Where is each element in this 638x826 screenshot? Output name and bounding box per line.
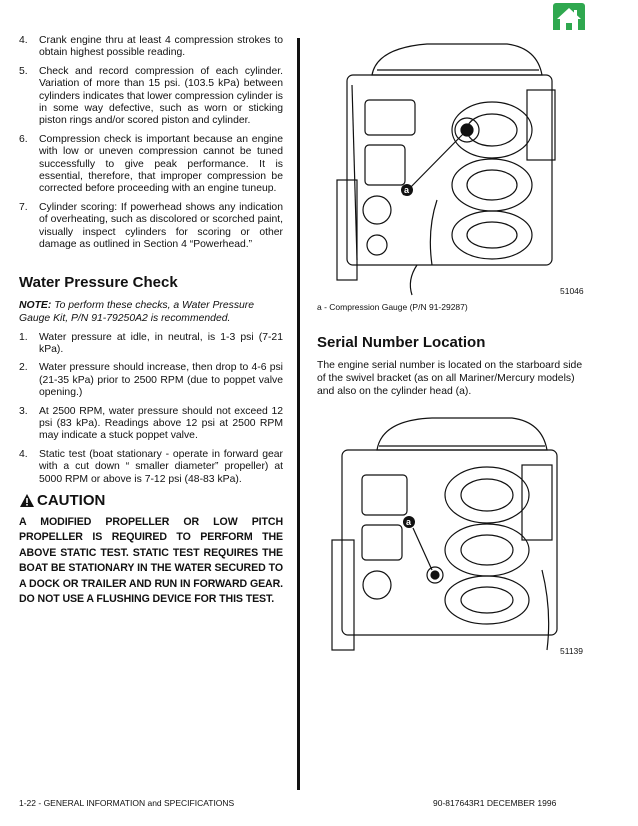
note: NOTE: To perform these checks, a Water Pressure Gauge Kit, P/N 91-79250A2 is recommended.	[19, 299, 255, 324]
figure-number: 51139	[560, 646, 584, 656]
list-item: 7. Cylinder scoring: If powerhead shows any indication of overheating, such as discolored or scorched paint, visually inspect cylinders for scoring or other damage as outlined in Section 4 “Powerhead.”	[19, 201, 283, 251]
figure-number: 51046	[560, 286, 584, 296]
list-item: 1. Water pressure at idle, in neutral, is 1-3 psi (7-21 kPa).	[19, 331, 283, 355]
list-item: 4. Static test (boat stationary - operate in forward gear with a cut down “ smaller diameter” propeller) at 5000 RPM or above is 7-12 psi (48-83 kPa).	[19, 448, 283, 485]
compression-steps	[19, 35, 283, 252]
list-item: 2. Water pressure should increase, then drop to 4-6 psi (21-35 kPa) prior to 2500 RPM (due to poppet valve opening.)	[19, 362, 283, 399]
list-item: 6. Compression check is important because an engine with low or uneven compression cannot be tuned successfully to give peak performance. It is essential, therefore, that improper compression be corrected before proceeding with an engine tuneup.	[19, 133, 283, 195]
water-pressure-steps	[19, 332, 283, 486]
figure-caption: a - Compression Gauge (P/N 91-29287)	[317, 302, 468, 312]
footer-section-title: 1-22 - GENERAL INFORMATION and SPECIFICATIONS	[19, 798, 235, 808]
list-item: 4. Crank engine thru at least 4 compression strokes to obtain highest possible reading.	[19, 35, 283, 59]
figure-callout: a	[404, 185, 410, 195]
serial-number-figure	[317, 410, 587, 665]
caution-text: A MODIFIED PROPELLER OR LOW PITCH PROPELLER IS REQUIRED TO PERFORM THE ABOVE STATIC TEST. STATIC TEST REQUIRES THE BOAT BE STATIONARY IN THE WATER SECURED TO A DOCK OR TRAILER AND RUN IN FORWARD GEAR. DO NOT USE A FLUSHING DEVICE FOR THIS TEST.	[19, 515, 283, 606]
water-pressure-heading: Water Pressure Check	[19, 273, 178, 291]
compression-gauge-figure	[317, 30, 587, 298]
engine-illustration	[317, 410, 587, 665]
left-column	[19, 35, 283, 608]
warning-triangle-icon	[19, 493, 35, 508]
footer-doc-number: 90-817643R1 DECEMBER 1996	[433, 798, 557, 808]
serial-number-heading: Serial Number Location	[317, 334, 486, 351]
list-item: 3. At 2500 RPM, water pressure should not exceed 12 psi (83 kPa). Readings above 12 psi at 2500 RPM may indicate a stuck poppet valve.	[19, 405, 283, 442]
caution-heading: CAUTION	[19, 492, 283, 509]
serial-number-text: The engine serial number is located on the starboard side of the swivel bracket (as on all Mariner/Mercury models) and also on the cylinder head (a).	[317, 360, 583, 397]
engine-illustration	[317, 30, 587, 298]
right-column	[317, 30, 587, 665]
figure-callout: a	[406, 517, 412, 527]
list-item: 5. Check and record compression of each cylinder. Variation of more than 15 psi. (103.5 kPa) between cylinders indicates that lower compression cylinder is in some way defective, such as worn or sticking piston rings and/or scored piston and cylinder.	[19, 65, 283, 127]
column-divider	[297, 38, 300, 790]
